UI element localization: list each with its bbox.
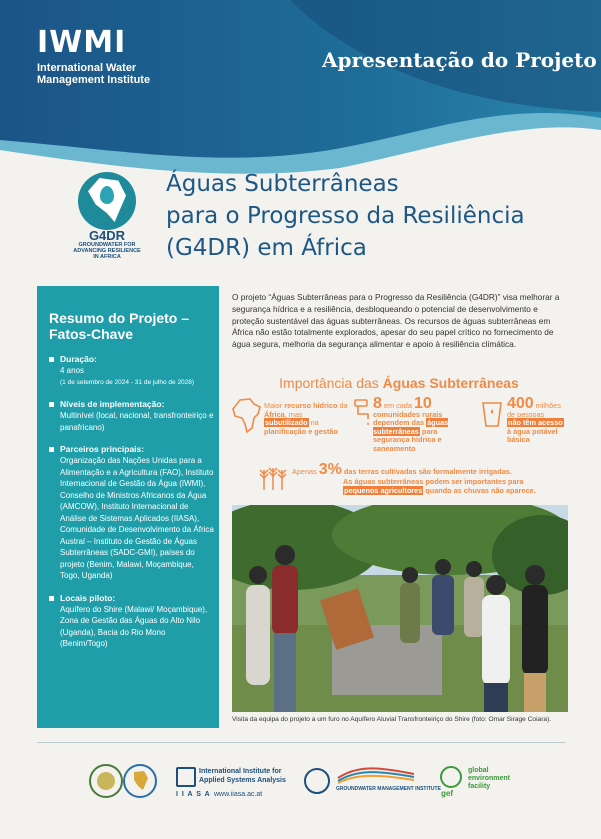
stat1-text-c: da	[337, 401, 348, 410]
sites-value: Aquífero do Shire (Malawi/ Moçambique), Zona de Gestão das Águas do Alto Nilo (Uganda), Bacia do Rio Mono (Benim/Togo)	[60, 604, 208, 648]
g4dr-tagline-2: ADVANCING RESILIENCE	[73, 248, 141, 254]
stat1-highlight: subutilizado	[265, 418, 308, 427]
gef-line-3: facility	[468, 783, 491, 790]
stat3-text-c: à água potável básica	[507, 426, 558, 444]
iwmi-logo: IWMI	[37, 25, 127, 60]
g4dr-logo-name: G4DR	[88, 228, 126, 243]
importance-heading	[232, 375, 566, 391]
stat-irrigated-land	[292, 461, 568, 478]
photo-caption: Visita da equipa do projeto a um furo no Aquífero Aluvial Transfronteiriço do Shire (foto: Omar Sirage Coiara).	[232, 716, 552, 723]
stat2-text-e: para segurança hídrica e saneamento	[373, 426, 442, 453]
partners-label: Parceiros principais:	[60, 444, 145, 454]
gef-globe-icon	[440, 766, 462, 788]
photo-illustration	[232, 505, 568, 712]
iiasa-url: www.iiasa.ac.at	[214, 791, 263, 798]
duration-dates: (1 de setembro de 2024 - 31 de julho de 2028)	[60, 378, 195, 386]
stat4-text-a: Apenas	[292, 467, 319, 476]
sidebar-title: Resumo do Projeto – Fatos-Chave	[49, 310, 190, 342]
presentation-title: Apresentação do Projeto	[322, 48, 597, 72]
stat3-text-a: milhões de pessoas	[507, 401, 561, 419]
pilot-sites-section	[49, 593, 215, 650]
importance-heading-plain: Importância das	[279, 375, 383, 391]
stat1-text-e: , mas	[284, 409, 303, 419]
stat3-number: 400	[507, 395, 534, 412]
iiasa-emblem-icon	[176, 767, 196, 787]
stat4-text-b: das terras cultivadas são formalmente irrigadas.	[341, 467, 512, 476]
field-visit-photo	[232, 505, 568, 712]
duration-value: 4 anos	[60, 366, 85, 375]
g4dr-tagline-3: IN AFRICA	[93, 254, 121, 260]
iwmi-logo-line2: Management Institute	[37, 74, 151, 86]
g4dr-tagline-1: GROUNDWATER FOR	[78, 242, 136, 248]
africa-map-icon	[232, 398, 262, 434]
stat2-highlight: águas subterrâneas	[373, 418, 449, 436]
partners-value: Organização das Nações Unidas para a Alimentação e a Agricultura (FAO), Instituto Internacional de Gestão da Água (IWMI), Conselho de Ministros Africanos da Água (AMCOW), Instituto Internacional de Análise de Sistemas Aplicados (IIASA), Comunidade de Desenvolvimento da África Austral – Instituto de Gestão de Águas Subterrâneas (SADC-GMI), países do projeto (Benim, Malawi, Moçambique, Togo, Uganda)	[60, 456, 214, 580]
stat3-highlight: não têm acesso	[508, 418, 563, 427]
duration-label: Duração:	[60, 354, 97, 364]
importance-heading-bold: Águas Subterrâneas	[382, 375, 519, 391]
stat4-highlight: pequenos agricultores	[344, 485, 423, 495]
partners-section	[49, 444, 215, 582]
iiasa-name-1: International Institute for	[199, 768, 282, 775]
key-facts-sidebar	[37, 286, 219, 728]
gef-line-1: global	[468, 767, 489, 774]
stat1-text-a: Maior	[264, 401, 285, 410]
stat4-number: 3%	[318, 461, 342, 478]
bullet-icon	[49, 357, 54, 362]
sadc-emblem-icon	[304, 768, 330, 794]
stat-largest-resource	[264, 402, 354, 436]
iwmi-logo-subtitle	[37, 62, 177, 86]
stat4-text-c: As águas subterrâneas podem ser importantes para	[343, 477, 524, 486]
stat2-text-c: dependem das	[373, 418, 427, 427]
bullet-icon	[49, 402, 54, 407]
gmi-wave-icon	[336, 764, 416, 784]
stat1-text-g: na	[308, 418, 319, 427]
stat1-text-d: África	[264, 409, 285, 419]
bullet-icon	[49, 596, 54, 601]
title-line-3: (G4DR) em África	[166, 235, 367, 261]
stat2-text-b: comunidades rurais	[373, 409, 443, 419]
bullet-icon	[49, 447, 54, 452]
stat2-number-2: 10	[413, 395, 432, 412]
gef-name	[468, 767, 510, 791]
intro-paragraph: O projeto “Águas Subterrâneas para o Progresso da Resiliência (G4DR)” visa melhorar a segurança hídrica e a resiliência, desbloqueando o potencial de desenvolvimento e proteção sustentável das águas subterrâneas. Os recursos de águas subterrâneas em África não estão totalmente explorados, apesar do seu papel crítico no fornecimento de água segura, melhoria da segurança alimentar e apoio à resiliência climática.	[232, 292, 560, 350]
iwmi-logo-line1: International Water	[37, 62, 137, 74]
partner-seals-logo	[88, 762, 158, 800]
stat4-text-e: quando as chuvas não aparece.	[423, 485, 536, 495]
page-title	[166, 168, 586, 264]
gmi-name: GROUNDWATER MANAGEMENT INSTITUTE	[336, 786, 441, 792]
sites-label: Locais piloto:	[60, 592, 116, 603]
wheat-icon	[258, 464, 288, 492]
duration-section	[49, 354, 215, 388]
stat-rural-communities	[373, 395, 455, 453]
g4dr-logo	[62, 172, 152, 262]
levels-value: Multinível (local, nacional, transfronteiriço e panafricano)	[60, 411, 214, 432]
stat1-text-h: planificação e gestão	[264, 426, 338, 436]
footer-divider	[37, 742, 566, 743]
title-line-2: para o Progresso da Resiliência	[166, 203, 525, 229]
levels-section	[49, 399, 215, 433]
g4dr-logo-tagline	[62, 242, 152, 260]
stat2-text-a: em cada	[381, 401, 414, 410]
stat2-number-1: 8	[373, 395, 382, 412]
iiasa-short: I I A S A	[176, 791, 211, 798]
gef-short: gef	[441, 789, 453, 798]
stat-no-access	[507, 395, 569, 445]
iiasa-name-2: Applied Systems Analysis	[199, 777, 286, 784]
stat1-text-b: recurso hídrico	[284, 401, 338, 410]
stat-smallholders	[343, 478, 567, 495]
faucet-icon	[352, 398, 374, 430]
water-glass-icon	[480, 400, 504, 428]
title-line-1: Águas Subterrâneas	[166, 171, 399, 197]
header-banner	[0, 0, 601, 180]
levels-label: Níveis de implementação:	[60, 399, 165, 409]
gef-line-2: environment	[468, 775, 511, 782]
water-drop-icon	[100, 186, 114, 204]
